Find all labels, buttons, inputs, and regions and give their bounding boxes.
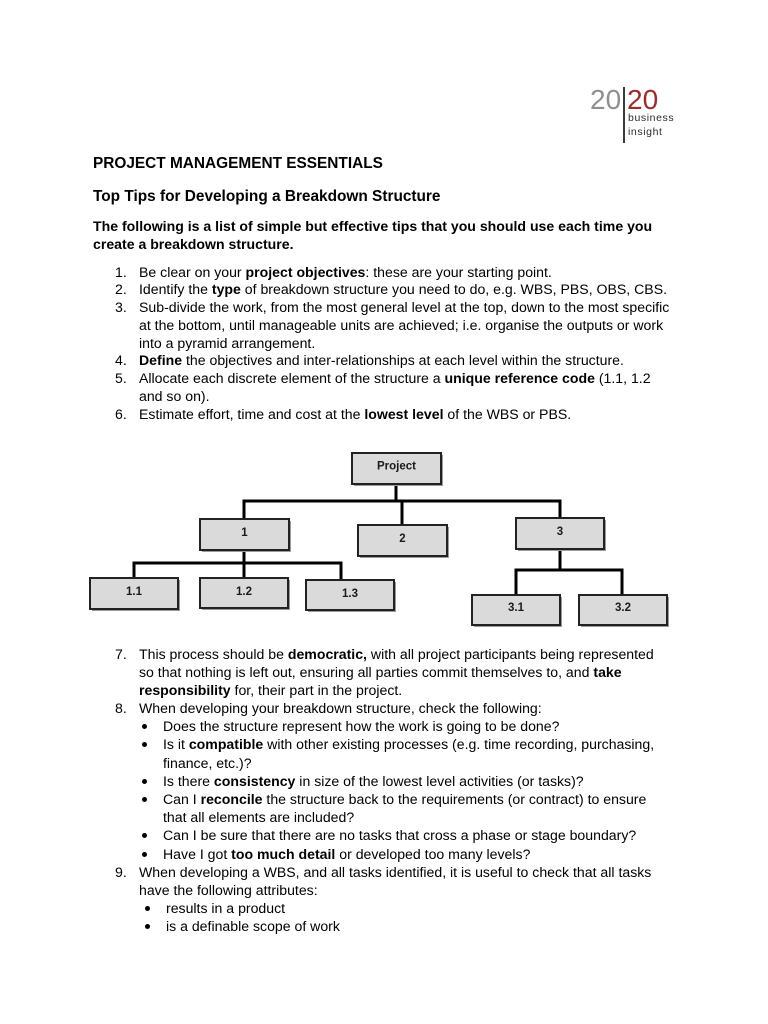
tip-item-6: [0, 406, 768, 424]
bullet-item: [0, 790, 768, 826]
bullet-text: Does the structure represent how the work is going to be done?: [163, 718, 560, 735]
tip-text: Identify the: [139, 281, 212, 298]
bullet-text: or developed too many levels?: [335, 845, 531, 862]
bullet-text: Have I got: [163, 845, 232, 862]
bullet-text: finance, etc.)?: [163, 754, 252, 771]
tip-item-7: [0, 645, 768, 700]
tip-text: with all project participants being represented: [366, 645, 654, 662]
tip-item-2: [0, 281, 768, 299]
tip-item-5: [0, 370, 768, 406]
node-label: 3.2: [615, 602, 631, 614]
node-1: [200, 519, 291, 552]
breakdown-structure-diagram: [80, 445, 680, 635]
bullet-text: with other existing processes (e.g. time recording, purchasing,: [263, 736, 655, 753]
tip-item-8: [0, 699, 768, 863]
tip-text: (1.1, 1.2: [594, 370, 651, 386]
bullet-text: Can I: [163, 791, 201, 807]
tip-line: [0, 881, 768, 899]
tip-text: the objectives and inter-relationships at each level within the structure.: [182, 352, 624, 369]
bullet-item: [0, 917, 768, 935]
intro-line: The following is a list of simple but effective tips that you should use each time you: [93, 217, 653, 234]
tip-keyword: type: [211, 281, 241, 298]
bullet-text: Is there: [163, 772, 214, 789]
tips-list-bottom: [0, 645, 768, 936]
tip-text: Sub-divide the work, from the most general level at the top, down to the most specific: [139, 299, 670, 315]
bullet-text: that all elements are included?: [163, 809, 355, 826]
node-1-2: [200, 578, 290, 610]
bullet-item: [0, 845, 768, 863]
tip-keyword: project objectives: [245, 263, 366, 280]
node-3: [516, 518, 606, 551]
bullet-line: [0, 717, 768, 735]
tip-keyword: responsibility: [139, 681, 231, 698]
tip-keyword: Define: [139, 352, 183, 369]
tip-line: [0, 681, 768, 699]
tip-text: This process should be: [139, 645, 288, 662]
tip-keyword: unique reference code: [444, 370, 595, 386]
bullet-item: [0, 899, 768, 917]
tip-text: When developing a WBS, and all tasks identified, it is useful to check that all tasks: [139, 863, 652, 880]
node-1-3: [306, 580, 396, 612]
tip-text: of breakdown structure you need to do, e.g. WBS, PBS, OBS, CBS.: [240, 281, 668, 298]
bullet-line: [0, 735, 768, 753]
tip-text: Estimate effort, time and cost at the: [139, 405, 365, 422]
bullet-text: is a definable scope of work: [166, 918, 340, 935]
tip-number: 8.: [115, 700, 127, 717]
bullet-icon: [142, 797, 147, 802]
logo-digits-right: 20: [627, 84, 659, 115]
intro-line: create a breakdown structure.: [93, 235, 294, 252]
bullet-text: results in a product: [166, 900, 286, 917]
tip-number: 7.: [115, 645, 127, 662]
tip-line: [0, 663, 768, 681]
tip-line: [0, 388, 768, 406]
node-3-2: [579, 595, 669, 627]
tip-text: Allocate each discrete element of the structure a: [139, 370, 445, 386]
bullet-line: [0, 845, 768, 863]
bullet-item: [0, 717, 768, 735]
node-label: 1.1: [126, 586, 142, 598]
tip-text: at the bottom, until manageable units are achieved; i.e. organise the outputs or work: [139, 316, 664, 333]
node-3-1: [472, 595, 562, 627]
node-label: 2: [399, 533, 406, 545]
tip-text: When developing your breakdown structure, check the following:: [139, 700, 542, 717]
tip-item-1: [0, 264, 768, 282]
bullet-text: the structure back to the requirements (or contract) to ensure: [262, 791, 647, 807]
tip-number: 3.: [115, 299, 127, 315]
tip-text: into a pyramid arrangement.: [139, 334, 316, 351]
node-1-1: [90, 578, 180, 611]
logo-digits-left: 20: [590, 84, 622, 115]
tip-number: 1.: [115, 263, 127, 280]
bullet-line: [0, 808, 768, 826]
bullet-keyword: reconcile: [200, 791, 263, 807]
bullet-icon: [142, 779, 147, 784]
tip-item-4: [0, 352, 768, 370]
tip-number: 9.: [115, 863, 127, 880]
tip-line: [0, 335, 768, 353]
bullet-line: [0, 790, 768, 808]
tip-text: for, their part in the project.: [230, 681, 403, 698]
tip-text: so that nothing is left out, ensuring all parties commit themselves to, and: [139, 663, 594, 680]
bullet-line: [0, 917, 768, 935]
node-label: Project: [377, 460, 416, 473]
node-label: 1.2: [236, 586, 252, 598]
tip-text: : these are your starting point.: [365, 263, 552, 280]
logo-divider: [623, 87, 625, 143]
node-label: 3.1: [508, 602, 524, 614]
tip-text: and so on).: [139, 387, 210, 404]
tip-keyword: democratic,: [287, 645, 367, 662]
bullet-item: [0, 826, 768, 844]
node-label: 1: [241, 527, 248, 539]
page-title: PROJECT MANAGEMENT ESSENTIALS: [93, 155, 383, 172]
bullet-line: [0, 826, 768, 844]
bullet-keyword: consistency: [213, 772, 296, 789]
tip-line: [0, 317, 768, 335]
tip-number: 2.: [115, 281, 127, 298]
logo-tagline-line2: insight: [628, 126, 663, 138]
bullet-text: Can I be sure that there are no tasks that cross a phase or stage boundary?: [163, 827, 637, 844]
node-project: [352, 453, 443, 486]
node-2: [358, 525, 449, 558]
bullet-line: [0, 754, 768, 772]
section-title: Top Tips for Developing a Breakdown Structure: [93, 188, 441, 205]
tips-list-top: [0, 264, 768, 424]
tip-text: have the following attributes:: [139, 881, 318, 898]
tip-item-3: [0, 299, 768, 352]
tip-text: of the WBS or PBS.: [443, 405, 572, 422]
tip-number: 6.: [115, 405, 127, 422]
bullet-text: Is it: [163, 736, 189, 753]
tip-keyword: take: [593, 663, 622, 680]
bullet-keyword: compatible: [188, 736, 264, 753]
node-label: 1.3: [342, 588, 358, 600]
bullet-item: [0, 772, 768, 790]
bullet-line: [0, 899, 768, 917]
tip-number: 5.: [115, 370, 127, 386]
tip-text: Be clear on your: [139, 263, 246, 280]
tip-keyword: lowest level: [364, 405, 444, 422]
bullet-line: [0, 772, 768, 790]
bullet-item: [0, 735, 768, 771]
bullet-text: in size of the lowest level activities (or tasks)?: [295, 772, 584, 789]
logo-tagline-line1: business: [628, 112, 675, 124]
node-label: 3: [556, 526, 564, 538]
intro-paragraph: [93, 217, 652, 253]
bullet-keyword: too much detail: [231, 845, 336, 862]
tip-item-9: [0, 863, 768, 936]
tip-number: 4.: [115, 352, 127, 369]
bullet-icon: [142, 852, 147, 857]
